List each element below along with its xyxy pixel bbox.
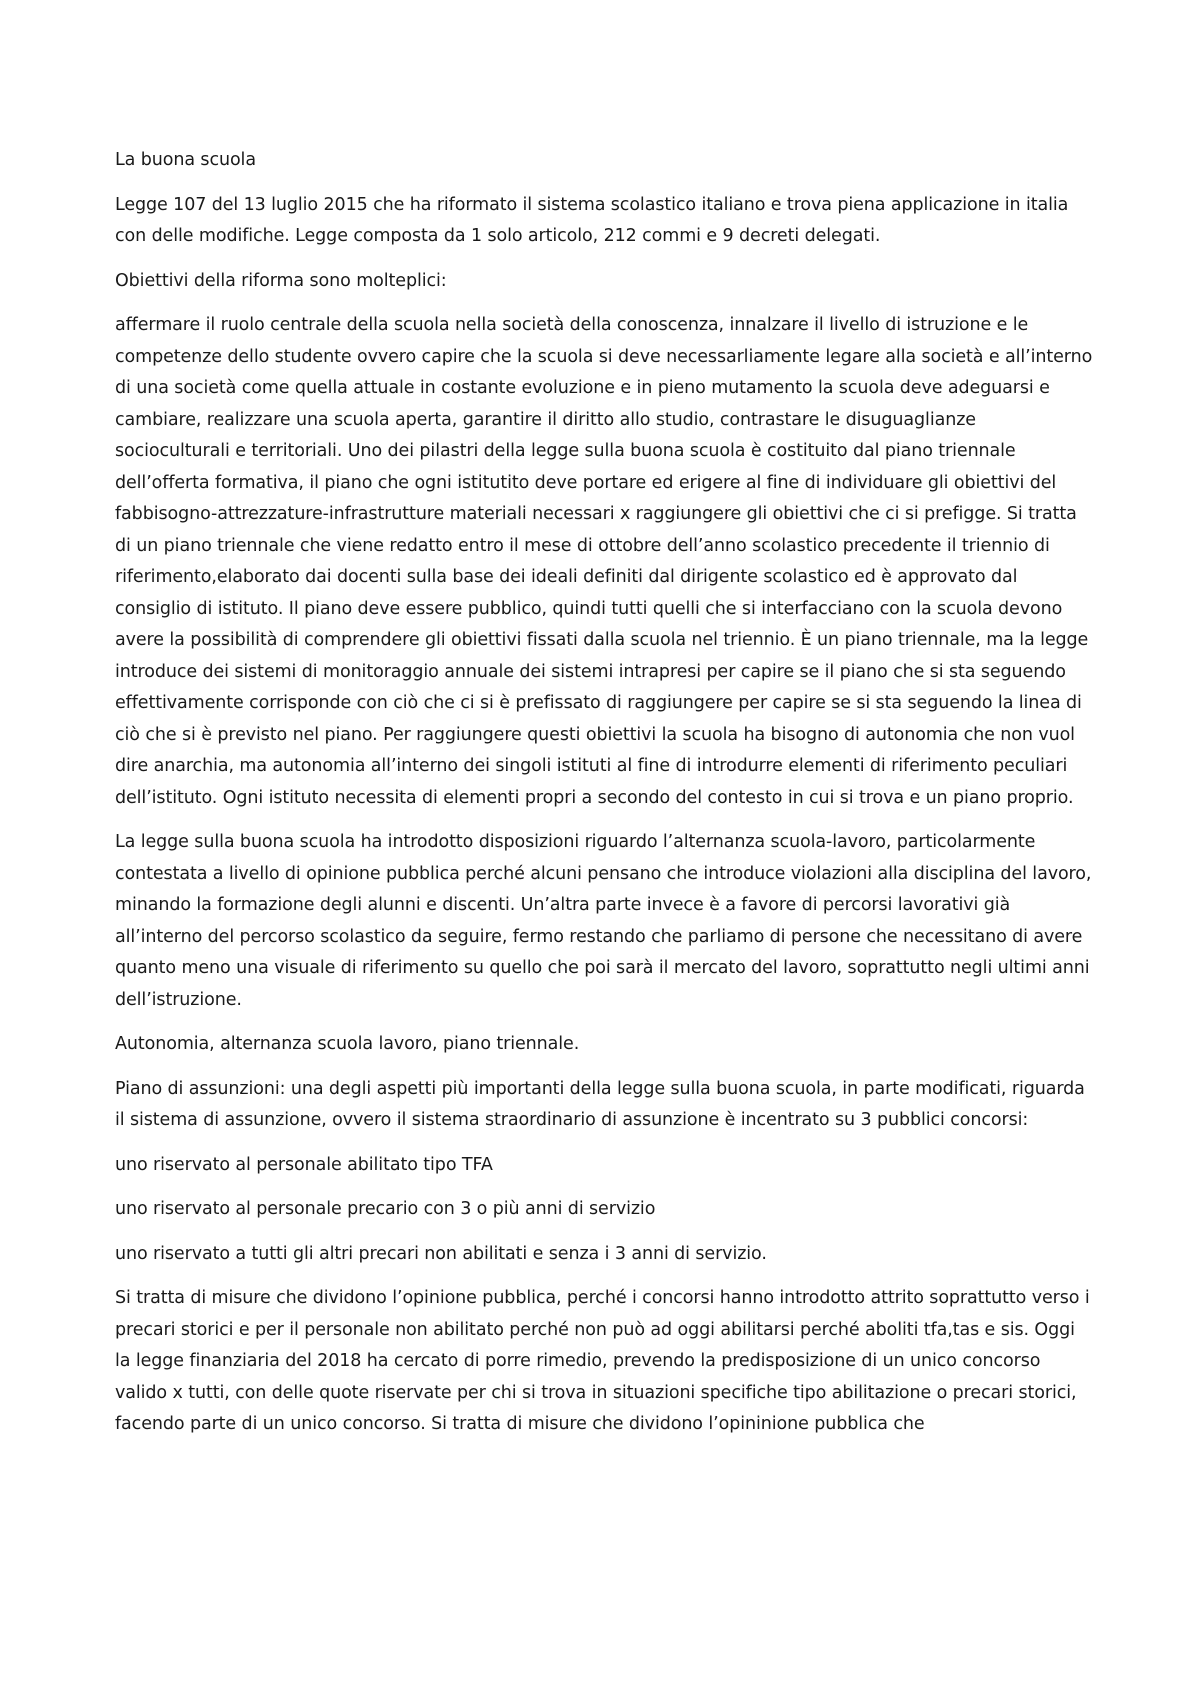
- document-title: La buona scuola: [115, 150, 256, 170]
- paragraph-alternanza: La legge sulla buona scuola ha introdotto disposizioni riguardo l’alternanza scuola-lavoro, particolarmente contestata a livello di opinione pubblica perché alcuni pensano che introduce violazioni alla disciplina del lavoro, minando la formazione degli alunni e discenti. Un’altra parte invece è a favore di percorsi lavorativi già all’interno del percorso scolastico da seguire, fermo restando che parliamo di persone che necessitano di avere quanto meno una visuale di riferimento su quello che poi sarà il mercato del lavoro, soprattutto negli ultimi anni dell’istruzione.: [115, 832, 1092, 1010]
- list-item: uno riservato al personale precario con 3 o più anni di servizio: [115, 1199, 656, 1219]
- paragraph-obiettivi-heading: Obiettivi della riforma sono molteplici:: [115, 270, 447, 291]
- paragraph-assunzioni: Piano di assunzioni: una degli aspetti più importanti della legge sulla buona scuola, in parte modificati, riguarda il sistema di assunzione, ovvero il sistema straordinario di assunzione è incentrato su 3 pubblici concorsi:: [115, 1078, 1085, 1130]
- paragraph-legge: Legge 107 del 13 luglio 2015 che ha riformato il sistema scolastico italiano e trova piena applicazione in italia con delle modifiche. Legge composta da 1 solo articolo, 212 commi e 9 decreti delegati.: [115, 194, 1069, 246]
- list-item: uno riservato a tutti gli altri precari non abilitati e senza i 3 anni di servizio.: [115, 1243, 767, 1264]
- list-item: uno riservato al personale abilitato tipo TFA: [115, 1154, 493, 1175]
- document-body: [115, 145, 1095, 1454]
- paragraph-summary: Autonomia, alternanza scuola lavoro, piano triennale.: [115, 1034, 580, 1054]
- paragraph-closing: Si tratta di misure che dividono l’opinione pubblica, perché i concorsi hanno introdotto attrito soprattutto verso i precari storici e per il personale non abilitato perché non può ad oggi abilitarsi perché aboliti tfa,tas e sis. Oggi la legge finanziaria del 2018 ha cercato di porre rimedio, prevendo la predisposizione di un unico concorso valido x tutti, con delle quote riservate per chi si trova in situazioni specifiche tipo abilitazione o precari storici, facendo parte di un unico concorso. Si tratta di misure che dividono l’opininione pubblica che: [115, 1288, 1090, 1434]
- paragraph-obiettivi: affermare il ruolo centrale della scuola nella società della conoscenza, innalzare il livello di istruzione e le competenze dello studente ovvero capire che la scuola si deve necessarliamente legare alla società e all’interno di una società come quella attuale in costante evoluzione e in pieno mutamento la scuola deve adeguarsi e cambiare, realizzare una scuola aperta, garantire il diritto allo studio, contrastare le disuguaglianze socioculturali e territoriali. Uno dei pilastri della legge sulla buona scuola è costituito dal piano triennale dell’offerta formativa, il piano che ogni istitutito deve portare ed erigere al fine di individuare gli obiettivi del fabbisogno-attrezzature-infrastrutture materiali necessari x raggiungere gli obiettivi che ci si prefigge. Si tratta di un piano triennale che viene redatto entro il mese di ottobre dell’anno scolastico precedente il triennio di riferimento,elaborato dai docenti sulla base dei ideali definiti dal dirigente scolastico ed è approvato dal consiglio di istituto. Il piano deve essere pubblico, quindi tutti quelli che si interfacciano con la scuola devono avere la possibilità di comprendere gli obiettivi fissati dalla scuola nel triennio. È un piano triennale, ma la legge introduce dei sistemi di monitoraggio annuale dei sistemi intrapresi per capire se il piano che si sta seguendo effettivamente corrisponde con ciò che ci si è prefissato di raggiungere per capire se si sta seguendo la linea di ciò che si è previsto nel piano. Per raggiungere questi obiettivi la scuola ha bisogno di autonomia che non vuol dire anarchia, ma autonomia all’interno dei singoli istituti al fine di introdurre elementi di riferimento peculiari dell’istituto. Ogni istituto necessita di elementi propri a secondo del contesto in cui si trova e un piano proprio.: [115, 315, 1093, 808]
